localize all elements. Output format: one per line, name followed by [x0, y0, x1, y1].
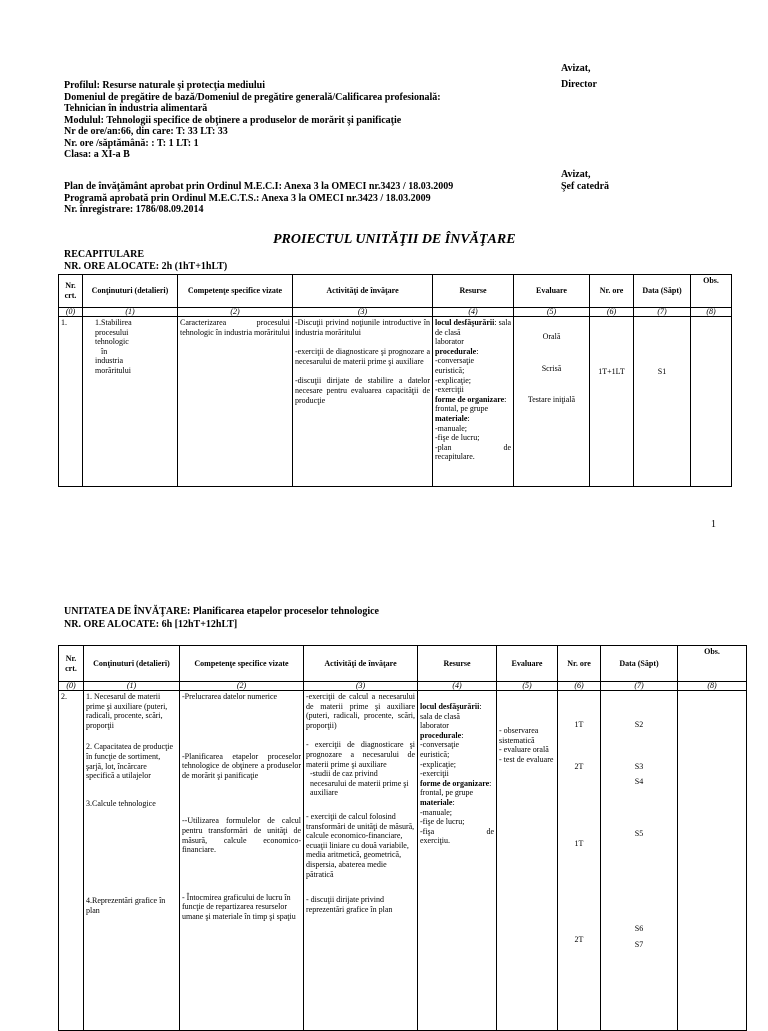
content-item: 4.Reprezentări grafice în plan — [86, 896, 166, 915]
content-item: 3.Calcule tehnologice — [86, 798, 156, 808]
hours-cell — [558, 691, 601, 1031]
res-item: -conversaţie — [435, 356, 475, 366]
hours-item: 1T — [574, 720, 584, 729]
col-number: (8) — [691, 308, 732, 317]
content-line: morăritului — [95, 365, 131, 375]
approval-director: Director — [561, 79, 597, 90]
col-competente: Competenţe specifice vizate — [180, 646, 304, 682]
res-item: de — [503, 442, 511, 452]
eval-item: Testare iniţială — [527, 395, 576, 405]
col-number: (4) — [418, 682, 497, 691]
col-number: (1) — [83, 308, 178, 317]
col-activitati: Activităţi de învăţare — [304, 646, 418, 682]
date-item: S5 — [634, 828, 644, 838]
res-item: frontal, pe grupe — [435, 404, 489, 414]
approval-avizat-2: Avizat, — [561, 169, 591, 180]
plan-info — [64, 181, 453, 216]
activity-item: -studii de caz privind necesarului de materii prime şi auxiliare — [310, 769, 409, 798]
programa: Programă aprobată prin Ordinul M.E.C.T.S.: Anexa 3 la OMECI nr.3423 / 18.03.2009 — [64, 192, 431, 204]
header-domeniul: Domeniul de pregătire de bază/Domeniul de pregătire generală/Calificarea profesională: — [64, 91, 441, 103]
col-nr: Nr. crt. — [59, 275, 83, 308]
activities-cell — [304, 691, 418, 1031]
activity-item: -Discuţii privind noţiunile introductive în industria morăritului — [295, 318, 430, 337]
col-number: (8) — [678, 682, 747, 691]
content-line: industria — [95, 356, 123, 366]
col-number: (4) — [433, 308, 514, 317]
col-resurse: Resurse — [418, 646, 497, 682]
res-item: euristică; — [420, 749, 450, 759]
content-item: 1. Necesarul de materii prime şi auxiliare (puteri, radicali, procente, scări, proporţii — [86, 692, 168, 730]
res-mat-label: materiale — [420, 797, 453, 807]
col-number: (1) — [84, 682, 180, 691]
col-number: (6) — [590, 308, 634, 317]
approval-sef-catedra: Şef catedră — [561, 181, 610, 192]
content-line: procesului — [95, 327, 129, 337]
col-continuturi: Conţinuturi (detalieri) — [84, 646, 180, 682]
col-data: Data (Săpt) — [601, 646, 678, 682]
row-nr: 2. — [59, 691, 84, 1031]
col-nr-ore: Nr. ore — [590, 275, 634, 308]
res-item: euristică; — [435, 365, 465, 375]
plan-invatamant: Plan de învăţământ aprobat prin Ordinul M.E.C.I: Anexa 3 la OMECI nr.3423 / 18.03.2009 — [64, 181, 454, 192]
date-item: S6 — [634, 924, 644, 934]
res-loc-label: locul desfăşurării — [420, 702, 480, 711]
competence-item: -Planificarea etapelor proceselor tehnologice de obţinere a produselor de morărit şi panificaţie — [182, 751, 301, 780]
res-item: -fişe de lucru; — [420, 817, 465, 827]
competence-item: --Utilizarea formulelor de calcul pentru transformări de unităţi de măsură, calcule economico-financiare. — [182, 816, 301, 855]
res-loc-text: : — [479, 702, 482, 711]
col-nr: Nr. crt. — [59, 646, 84, 682]
page-title: PROIECTUL UNITĂŢII DE ÎNVĂŢARE — [273, 232, 516, 247]
header-profil: Profilul: Resurse naturale şi protecţia mediului — [64, 80, 266, 91]
content-line: 1.Stabilirea — [95, 318, 132, 327]
res-item: -fişe de lucru; — [435, 433, 480, 443]
eval-item: - observarea sistematică — [499, 726, 539, 745]
recap-table — [58, 274, 732, 487]
header-calificare: Tehnician în industria alimentară — [64, 103, 208, 114]
col-number: (5) — [514, 308, 590, 317]
header-info — [64, 80, 441, 161]
unit-table — [58, 645, 747, 1031]
col-number: (2) — [180, 682, 304, 691]
hours-item: 2T — [574, 934, 584, 944]
res-item: -conversaţie — [420, 740, 460, 750]
section2-title — [64, 606, 379, 618]
col-obs: Obs. — [678, 646, 747, 682]
competence-cell — [180, 691, 304, 1031]
activity-item: -exerciţii de calcul a necesarului de materii prime şi auxiliare (puteri, radicali, procente, scări, proporţii) — [306, 692, 415, 730]
col-number: (2) — [178, 308, 293, 317]
activity-item: -discuţii dirijate de stabilire a datelor necesare pentru evaluarea capacităţii de producţie — [295, 376, 430, 405]
col-evaluare: Evaluare — [497, 646, 558, 682]
res-item: -exerciţii — [435, 385, 464, 395]
col-number: (0) — [59, 308, 83, 317]
date-cell — [601, 691, 678, 1031]
eval-item: Scrisă — [541, 363, 562, 373]
res-proc-label: procedurale — [420, 730, 462, 740]
date-item: S4 — [634, 777, 644, 787]
activity-item: - exerciţii de calcul folosind transformări de unităţi de măsură, calcule economico-financiare, ecuaţii liniare cu două variabile, media aritmetică, geometrică, dispersia, abaterea medie pătratică — [306, 811, 415, 879]
res-item: -manuale; — [420, 807, 452, 817]
res-loc-text: : sala de clasă — [435, 318, 512, 337]
col-number: (6) — [558, 682, 601, 691]
res-item: -explicaţie; — [435, 375, 471, 385]
res-loc-label: locul desfăşurării — [435, 318, 495, 327]
content-line: în — [101, 346, 108, 356]
resources-cell: locul desfăşurării: sala de clasă laborator procedurale: -conversaţie euristică; -explicaţie; -exerciţii forme de organizare: frontal, pe grupe materiale: -manuale; -fişe de lucru; -fişa de exerciţiu. — [418, 691, 497, 1031]
col-number: (3) — [304, 682, 418, 691]
col-continuturi: Conţinuturi (detalieri) — [83, 275, 178, 308]
col-resurse: Resurse — [433, 275, 514, 308]
section1-hours: NR. ORE ALOCATE: 2h (1hT+1hLT) — [64, 261, 228, 272]
col-number: (3) — [293, 308, 433, 317]
res-item: frontal, pe grupe — [420, 788, 474, 798]
date-item: S2 — [634, 720, 644, 729]
res-forme-label: forme de organizare — [420, 778, 490, 788]
date-item: S7 — [634, 939, 644, 949]
res-item: exerciţiu. — [420, 836, 450, 846]
res-mat-label: materiale — [435, 413, 468, 423]
col-number: (7) — [601, 682, 678, 691]
res-item: -exerciţii — [420, 769, 449, 779]
res-item: recapitulare. — [435, 452, 475, 462]
section1-title: RECAPITULARE — [64, 249, 145, 260]
competence-cell: Caracterizarea procesului tehnologic în industria morăritului — [178, 317, 293, 487]
header-ore-an: Nr de ore/an:66, din care: T: 33 LT: 33 — [64, 126, 228, 137]
col-number: (7) — [634, 308, 691, 317]
res-loc-text2: sala de clasă — [420, 711, 460, 721]
content-line: tehnologic — [95, 337, 129, 347]
col-nr-ore: Nr. ore — [558, 646, 601, 682]
activities-cell — [293, 317, 433, 487]
content-item: 2. Capacitatea de producţie în funcţie de sortiment, şarjă, lot, încărcare specifică a utilajelor — [86, 742, 174, 781]
header-clasa: Clasa: a XI-a B — [64, 149, 130, 160]
hours-item: 2T — [574, 761, 584, 771]
row-nr: 1. — [59, 317, 83, 487]
page-number: 1 — [711, 519, 716, 530]
header-ore-saptamana: Nr. ore /săptămână: : T: 1 LT: 1 — [64, 137, 199, 149]
date-item: S3 — [634, 761, 644, 771]
hours-item: 1T — [574, 839, 584, 849]
res-item: -manuale; — [435, 423, 467, 433]
approval-avizat: Avizat, — [561, 63, 591, 74]
eval-item: Orală — [542, 332, 561, 341]
col-activitati: Activităţi de învăţare — [293, 275, 433, 308]
res-item: de — [486, 826, 494, 836]
obs-cell — [691, 317, 732, 487]
activity-item: -exerciţii de diagnosticare şi prognozare a necesarului de materii prime şi auxiliare — [295, 347, 430, 366]
evaluation-cell — [514, 317, 590, 487]
nr-inregistrare: Nr. înregistrare: 1786/08.09.2014 — [64, 204, 204, 215]
date-cell: S1 — [634, 317, 691, 487]
col-number: (0) — [59, 682, 84, 691]
header-modulul: Modulul: Tehnologii specifice de obţinere a produselor de morărit şi panificaţie — [64, 114, 402, 126]
content-cell — [83, 317, 178, 487]
resources-cell: locul desfăşurării: sala de clasă laborator procedurale: -conversaţie euristică; -explicaţie; -exerciţii forme de organizare: frontal, pe grupe materiale: -manuale; -fişe de lucru; -plan de recapitulare. — [433, 317, 514, 487]
activity-item: - discuţii dirijate privind reprezentări grafice în plan — [306, 895, 393, 914]
activity-item: - exerciţii de diagnosticare şi prognozare a necesarului de materii prime şi auxiliare — [306, 740, 415, 769]
res-proc-label: procedurale — [435, 346, 477, 356]
res-item: -fişa — [420, 826, 435, 836]
section2-title-text: : Planificarea etapelor proceselor tehnologice — [186, 606, 379, 617]
obs-cell — [678, 691, 747, 1031]
col-number: (5) — [497, 682, 558, 691]
competence-item: -Prelucrarea datelor numerice — [182, 692, 278, 701]
res-item: -plan — [435, 442, 452, 452]
competence-item: - Întocmirea graficului de lucru în funcţie de repartizarea resurselor umane şi materiale în timp şi spaţiu — [182, 892, 296, 921]
hours-cell: 1T+1LT — [590, 317, 634, 487]
content-cell — [84, 691, 180, 1031]
eval-item: - evaluare orală — [499, 745, 549, 755]
section2-title-label: UNITATEA DE ÎNVĂŢARE — [64, 606, 187, 617]
col-obs: Obs. — [691, 275, 732, 308]
res-item: -explicaţie; — [420, 759, 456, 769]
res-loc-text3: laborator — [420, 721, 449, 731]
col-evaluare: Evaluare — [514, 275, 590, 308]
res-loc-text2: laborator — [435, 337, 464, 347]
col-data: Data (Săpt) — [634, 275, 691, 308]
section2-hours: NR. ORE ALOCATE: 6h [12hT+12hLT] — [64, 619, 238, 630]
eval-item: - test de evaluare — [499, 754, 554, 764]
evaluation-cell — [497, 691, 558, 1031]
res-forme-label: forme de organizare — [435, 394, 505, 404]
col-competente: Competenţe specifice vizate — [178, 275, 293, 308]
